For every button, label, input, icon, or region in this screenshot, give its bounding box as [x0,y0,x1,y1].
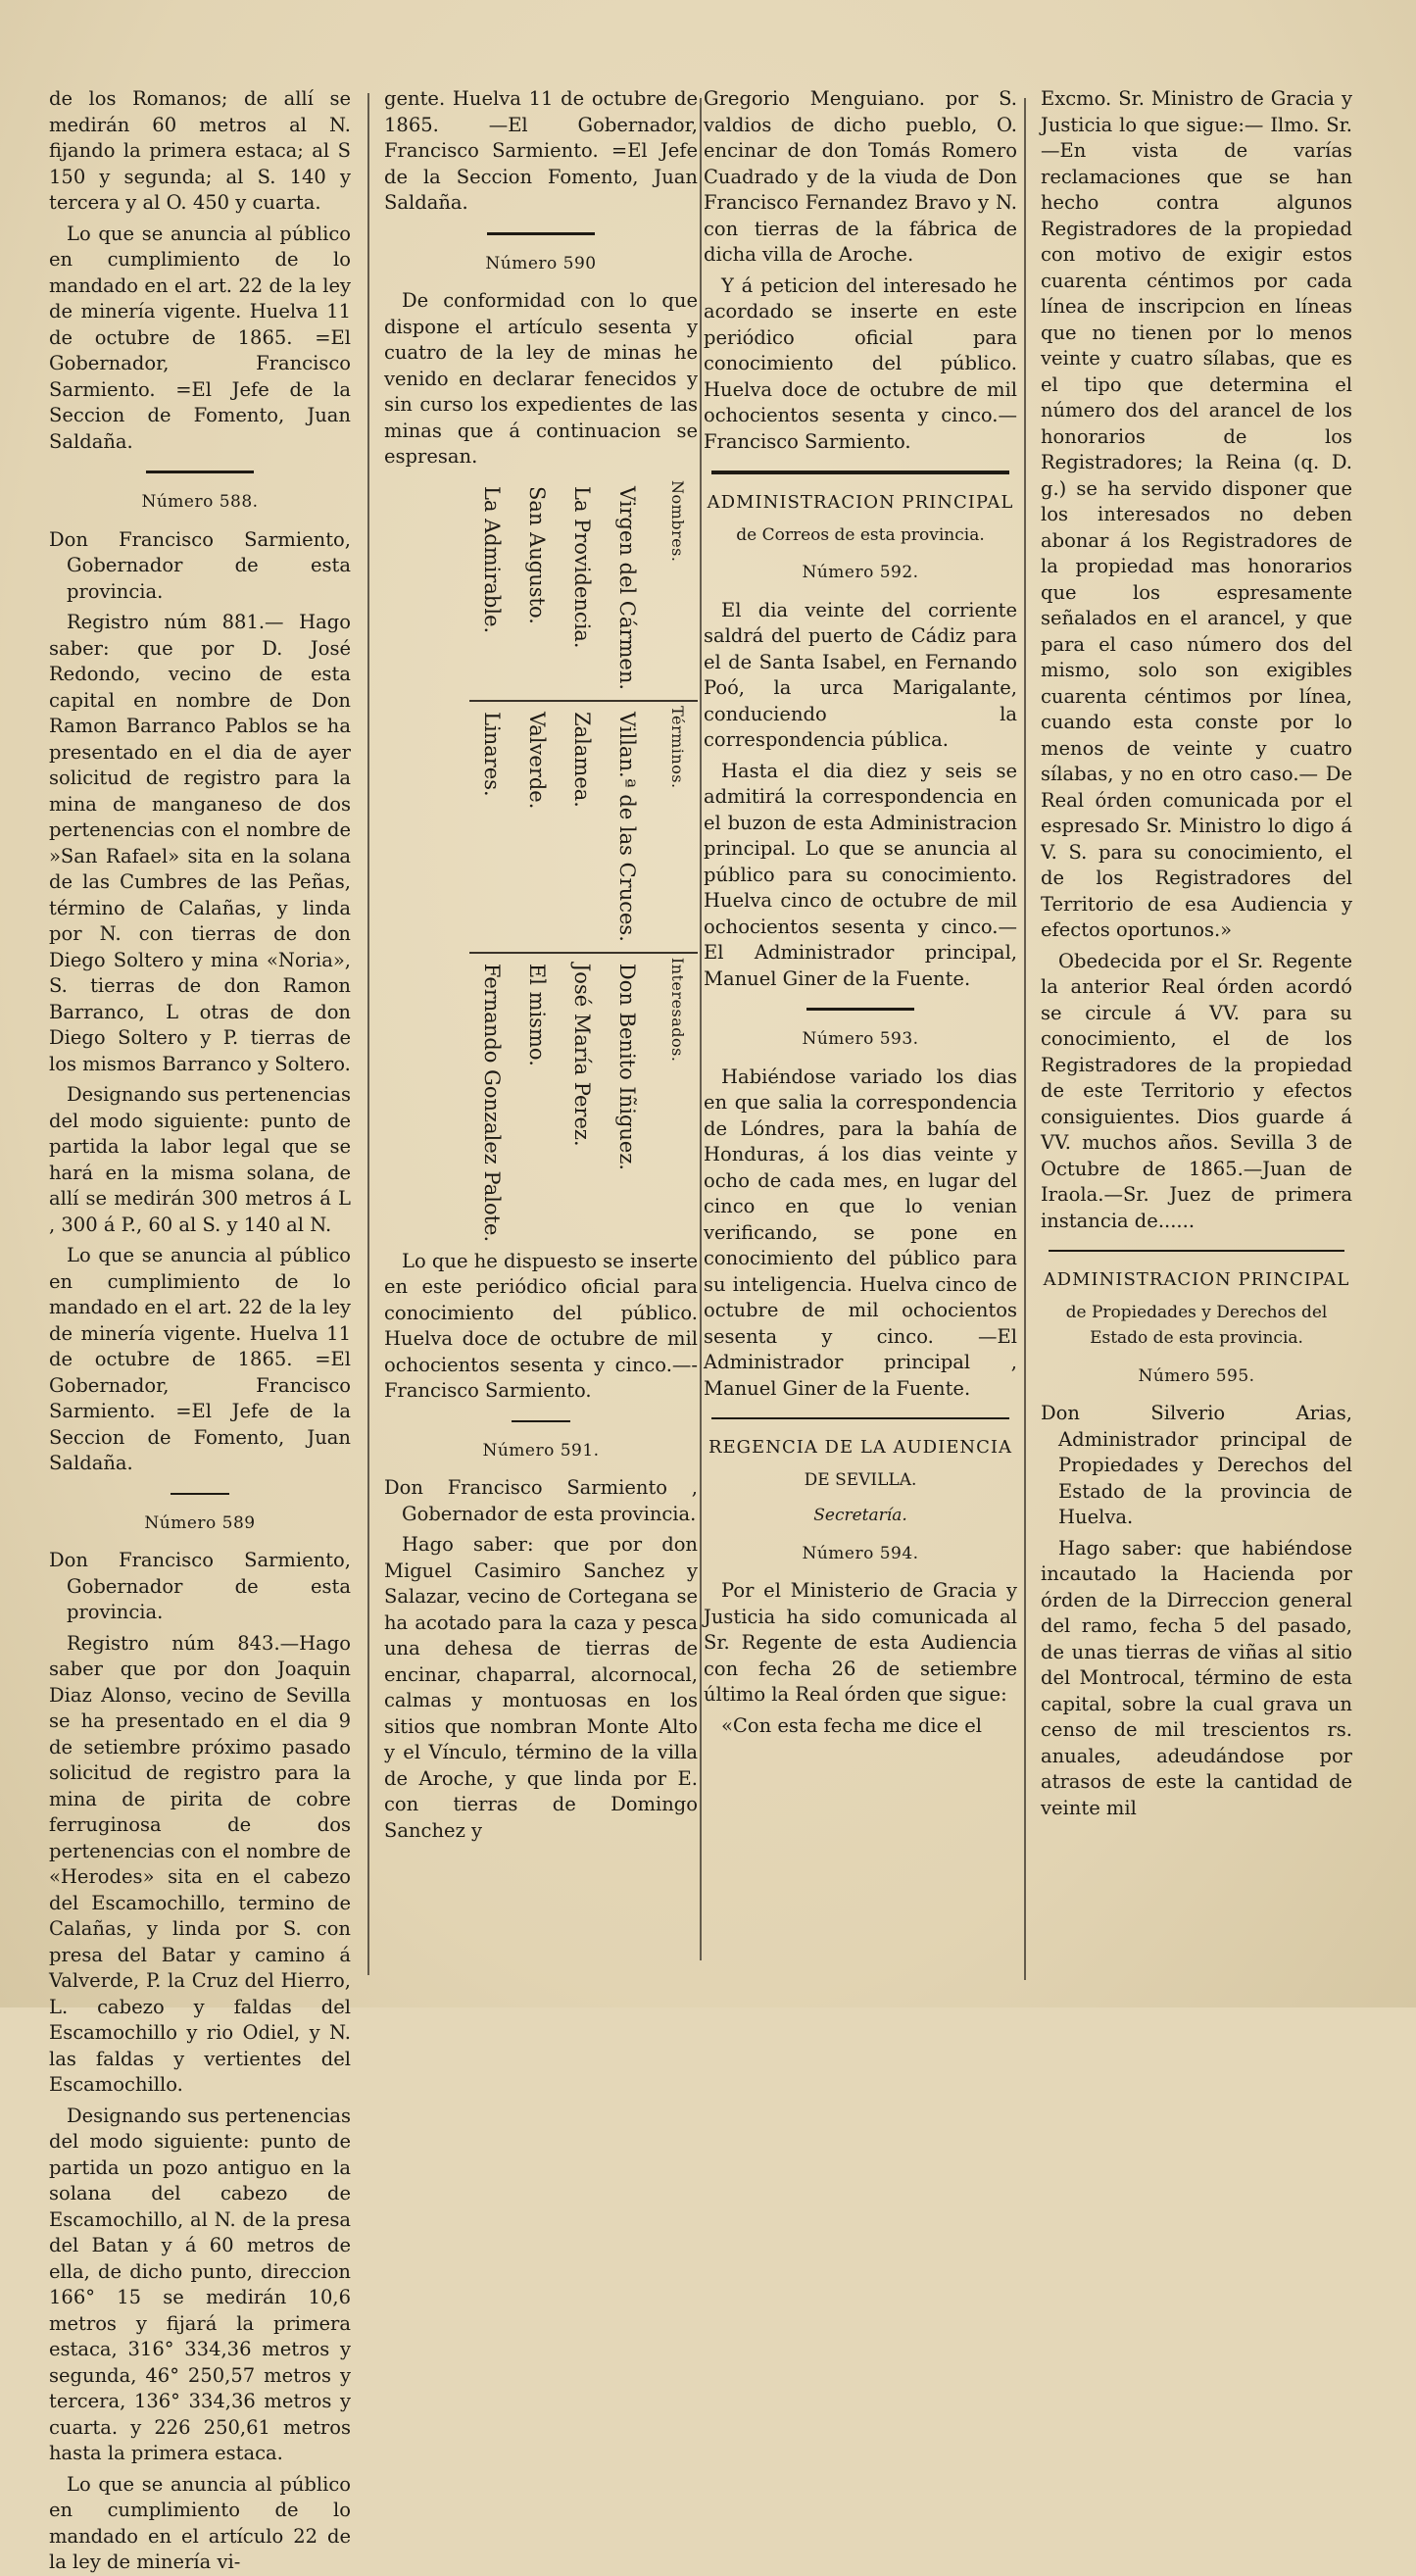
section-subheading: de Propiedades y Derechos del Estado de esta provincia. [1065,1302,1328,1348]
paragraph: De conformidad con lo que dispone el artículo sesenta y cuatro de la ley de minas he venido en declarar fenecidos y sin curso los expedientes de las minas que á continuacion se espresan. [384,289,698,468]
table-row [606,476,651,1252]
notice-number: Número 590 [485,253,597,273]
separator-rule [171,1493,229,1495]
paragraph: Designando sus pertenencias del modo siguiente: punto de partida la labor legal que se hará en la misma solana, de allí se medirán 300 metros á L , 300 á P., 60 al S. y 140 al N. [49,1083,352,1236]
column-1 [49,86,352,2573]
paragraph: Hago saber: que por don Miguel Casimiro Sanchez y Salazar, vecino de Cortegana se ha acotado para la caza y pesca una dehesa de tierras de encinar, chaparral, alcornocal, calmas y montuosas en los sitios que nombran Monte Alto y el Vínculo, término de la villa de Aroche, y que linda por E. con tierras de Domingo Sanchez y [384,1533,698,1842]
paragraph: de los Romanos; de allí se medirán 60 metros al N. fijando la primera estaca; al S 150 y segunda; al S. 140 y tercera y al O. 450 y cuarta. [49,87,351,214]
table-header: Interesados. [651,952,699,1251]
paragraph: Excmo. Sr. Ministro de Gracia y Justicia lo que sigue:— Ilmo. Sr.—En vista de varías reclamaciones que se han hecho contra algunos Registradores de la propiedad con motivo de exigir estos cuarenta céntimos por cada línea de inscripcion en líneas que no tienen por lo menos veinte y cuatro sílabas, que es el tipo que determina el número dos del arancel de los honorarios de los Registradores; la Reina (q. D. g.) se ha servido disponer que los interesados no deben abonar á los Registradores de la propiedad mas honorarios que los espresamente señalados en el arancel, y que para el caso número dos del mismo, solo son exigibles cuarenta céntimos por línea, cuando esta conste por lo menos de veinte y cuatro sílabas, y no en otro caso.— De Real órden comunicada por el espresado Sr. Ministro lo digo á V. S. para su conocimiento, el de los Registradores del Territorio de esa Audiencia y efectos oportunos.» [1041,87,1352,941]
column-rule-1 [367,93,369,1975]
paragraph: Habiéndose variado los dias en que salia la correspondencia de Lóndres, para la bahía de Honduras, á los dias veinte y ocho de cada mes, en lugar del cinco en que lo venian verificando, se pone en conocimiento del público para su inteligencia. Huelva cinco de octubre de mil ochocientos sesenta y cinco. —El Administrador principal , Manuel Giner de la Fuente. [704,1065,1017,1400]
paragraph: Lo que se anuncia al público en cumplimiento de lo mandado en el art. 22 de la ley de minería vigente. Huelva 11 de octubre de 1865. =El Gobernador, Francisco Sarmiento. =El Jefe de la Seccion de Fomento, Juan Saldaña. [49,1244,351,1474]
paragraph: Designando sus pertenencias del modo siguiente: punto de partida un pozo antiguo en la solana del cabezo de Escamochillo, al N. de la presa del Batan y á 60 metros de ella, de dicho punto, direccion 166° 15 se medirán 10,6 metros y fijará la primera estaca, 316° 334,36 metros y segunda, 46° 250,57 metros y tercera, 136° 334,36 metros y cuarta. y 226 250,61 metros hasta la primera estaca. [49,2104,352,2464]
table-cell: Virgen del Cármen. [615,485,640,690]
paragraph: Y á peticion del interesado he acordado se inserte en este periódico oficial para conocimiento del público. Huelva doce de octubre de mil ochocientos sesenta y cinco.— Francisco Sarmiento. [704,273,1017,453]
notice-number: Número 595. [1138,1365,1255,1386]
notice-number: Número 591. [482,1440,600,1461]
mines-table [384,476,698,1241]
table-cell: La Providencia. [570,485,595,649]
separator-rule [711,471,1009,474]
table-cell: José María Perez. [561,952,606,1251]
notice-number: Número 593. [802,1029,919,1049]
paragraph: Por el Ministerio de Gracia y Justicia ha sido comunicada al Sr. Regente de esta Audiencia con fecha 26 de setiembre último la Real órden que sigue: [704,1579,1017,1706]
paragraph: Hago saber: que habiéndose incautado la Hacienda por órden de la Dirreccion general del ramo, fecha 5 del pasado, de unas tierras de viñas al sitio del Montrocal, término de esta capital, sobre la cual grava un censo de mil trescientos rs. anuales, adeudándose por atrasos de este la cantidad de veinte mil [1041,1536,1352,1819]
paragraph: Don Francisco Sarmiento, Gobernador de esta provincia. [49,1549,351,1623]
column-rule-3 [1024,98,1026,1980]
table-cell: Fernando Gonzalez Palote. [470,952,515,1251]
notice-number: Número 588. [141,492,259,512]
table-cell: San Augusto. [525,485,550,624]
table-cell: La Admirable. [480,485,505,633]
table-cell: Villan.ª de las Cruces. [606,701,651,953]
paragraph: Lo que se anuncia al público en cumplimiento de lo mandado en el art. 22 de la ley de minería vigente. Huelva 11 de octubre de 1865. =El Gobernador, Francisco Sarmiento. =El Jefe de la Seccion de Fomento, Juan Saldaña. [49,222,351,453]
section-heading: REGENCIA DE LA AUDIENCIA [708,1437,1012,1458]
paragraph: Registro núm 843.—Hago saber que por don Joaquin Diaz Alonso, vecino de Sevilla se ha presentado en el dia 9 de setiembre próximo pasado solicitud de registro para la mina de pirita de cobre ferruginosa de dos pertenencias con el nombre de «Herodes» sita en el cabezo del Escamochillo, termino de Calañas, y linda por S. con presa del Batar y camino á Valverde, P. la Cruz del Hierro, L. cabezo y faldas del Escamochillo y rio Odiel, y N. las faldas y vertientes del Escamochillo. [49,1631,351,2096]
paragraph: «Con esta fecha me dice el [721,1713,983,1737]
mines-table-wrapper [384,476,698,1241]
paragraph: gente. Huelva 11 de octubre de 1865. —El Gobernador, Francisco Sarmiento. =El Jefe de la Seccion Fomento, Juan Saldaña. [384,87,698,214]
notice-number: Número 589 [144,1512,256,1533]
table-cell: Linares. [470,701,515,953]
notice-number: Número 594. [802,1543,919,1563]
separator-rule [146,471,254,473]
separator-rule [711,1417,1009,1419]
table-cell: Valverde. [515,701,561,953]
separator-rule [806,1008,914,1011]
paragraph: El dia veinte del corriente saldrá del puerto de Cádiz para el de Santa Isabel, en Fernando Poó, la urca Marigalante, conduciendo la correspondencia pública. [704,598,1017,751]
table-header: Nombres. [668,479,687,562]
column-2 [384,86,698,1988]
table-cell: Don Benito Iñiguez. [606,952,651,1251]
paragraph: Obedecida por el Sr. Regente la anterior Real órden acordó se circule á VV. para su conocimiento, el de los Registradores de la propiedad de este Territorio y efectos consiguientes. Dios guarde á VV. muchos años. Sevilla 3 de Octubre de 1865.—Juan de Iraola.—Sr. Juez de primera instancia de...... [1041,949,1352,1232]
table-row [470,476,515,1252]
section-heading: ADMINISTRACION PRINCIPAL [1043,1269,1350,1290]
section-heading: ADMINISTRACION PRINCIPAL [707,492,1014,513]
table-cell: Zalamea. [561,701,606,953]
separator-rule [1049,1250,1344,1252]
table-row [515,476,561,1252]
separator-rule [512,1420,570,1422]
column-rule-2 [700,98,702,1960]
column-3 [704,86,1017,1988]
paragraph: Lo que se anuncia al público en cumplimiento de lo mandado en el artículo 22 de la ley de minería vi- [49,2472,351,2573]
table-row [561,476,606,1252]
section-subheading: DE SEVILLA. [804,1469,917,1490]
column-4 [1041,86,1352,1988]
paragraph: Don Francisco Sarmiento, Gobernador de esta provincia. [49,527,351,603]
separator-rule [487,232,595,235]
table-cell: El mismo. [515,952,561,1251]
paragraph: Registro núm 881.— Hago saber: que por D. José Redondo, vecino de esta capital en nombre de Don Ramon Barranco Pablos se ha presentado en el dia de ayer solicitud de registro para la mina de manganeso de dos pertenencias con el nombre de »San Rafael» sita en la solana de las Cumbres de las Peñas, término de Calañas, y linda por N. con tierras de don Diego Soltero y mina «Noria», S. tierras de don Ramon Barranco, L otras de don Diego Soltero y P. tierras de los mismos Barranco y Soltero. [49,611,351,1075]
paragraph: Hasta el dia diez y seis se admitirá la correspondencia en el buzon de esta Administracion principal. Lo que se anuncia al público para su conocimiento. Huelva cinco de octubre de mil ochocientos sesenta y cinco.—El Administrador principal, Manuel Giner de la Fuente. [704,759,1017,990]
paragraph: Gregorio Menguiano. por S. valdios de dicho pueblo, O. encinar de don Tomás Romero Cuadrado y de la viuda de Don Francisco Fernandez Bravo y N. con tierras de la fábrica de dicha villa de Aroche. [704,87,1017,266]
paragraph: Don Francisco Sarmiento , Gobernador de esta provincia. [384,1476,698,1525]
section-subheading: de Correos de esta provincia. [736,524,985,545]
section-italic-label: Secretaría. [813,1506,907,1525]
notice-number: Número 592. [802,563,919,582]
table-header: Términos. [651,701,699,953]
paragraph: Don Silverio Arias, Administrador principal de Propiedades y Derechos del Estado de la provincia de Huelva. [1041,1402,1352,1528]
paragraph: Lo que he dispuesto se inserte en este periódico oficial para conocimiento del público. Huelva doce de octubre de mil ochocientos sesenta y cinco.—-Francisco Sarmiento. [384,1249,698,1402]
